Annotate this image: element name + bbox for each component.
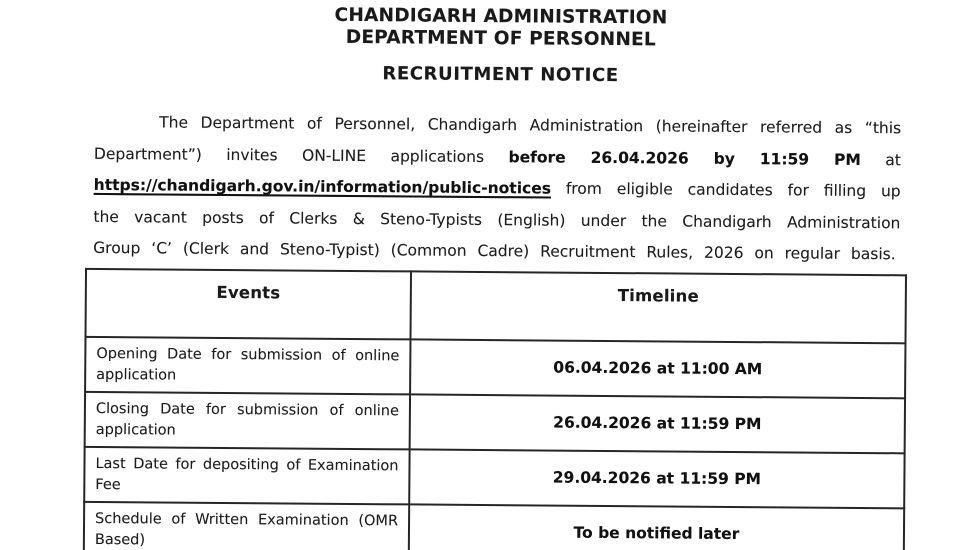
- org-title: CHANDIGARH ADMINISTRATION: [334, 4, 668, 29]
- event-cell: Closing Date for submission of online application: [85, 391, 410, 449]
- events-column-header: Events: [86, 268, 412, 339]
- timeline-column-header: Timeline: [410, 271, 906, 343]
- event-cell: Opening Date for submission of online application: [85, 336, 410, 394]
- table-row-written-exam: [84, 501, 904, 550]
- dept-title: DEPARTMENT OF PERSONNEL: [345, 26, 656, 50]
- document-header: [32, 0, 968, 89]
- timeline-cell: 29.04.2026 at 11:59 PM: [409, 449, 904, 508]
- timeline-table: [83, 267, 907, 550]
- timeline-cell: 06.04.2026 at 11:00 AM: [410, 339, 905, 398]
- table-row-fee-deadline: [84, 446, 904, 507]
- table-row-opening-date: [85, 336, 905, 397]
- paragraph-text-1: The Department of Personnel, Chandigarh Administration (hereinafter referred as “this Department”) invites ON-LINE applications: [93, 113, 902, 166]
- table-row-closing-date: [85, 391, 905, 452]
- event-cell: Schedule of Written Examination (OMR Based): [84, 501, 409, 550]
- public-notices-link[interactable]: https://chandigarh.gov.in/information/public-notices: [93, 175, 552, 198]
- intro-paragraph: [93, 107, 901, 271]
- deadline-text: before 26.04.2026 by 11:59 PM: [508, 147, 861, 169]
- paragraph-text-2: at: [860, 150, 901, 169]
- timeline-cell: 26.04.2026 at 11:59 PM: [410, 394, 905, 453]
- event-cell: Last Date for depositing of Examination Fee: [84, 446, 409, 504]
- paragraph-text-3: from eligible candidates for filling up the vacant posts of Clerks & Steno-Typists (English) under the Chandigarh Administration Group ‘C’ (Clerk and Steno-Typist) (Common Cadre) Recruitment Rules, 2026 on regular basis.: [93, 179, 901, 264]
- table-header-row: [86, 268, 907, 342]
- timeline-cell: To be notified later: [409, 504, 904, 550]
- notice-title: RECRUITMENT NOTICE: [382, 63, 619, 87]
